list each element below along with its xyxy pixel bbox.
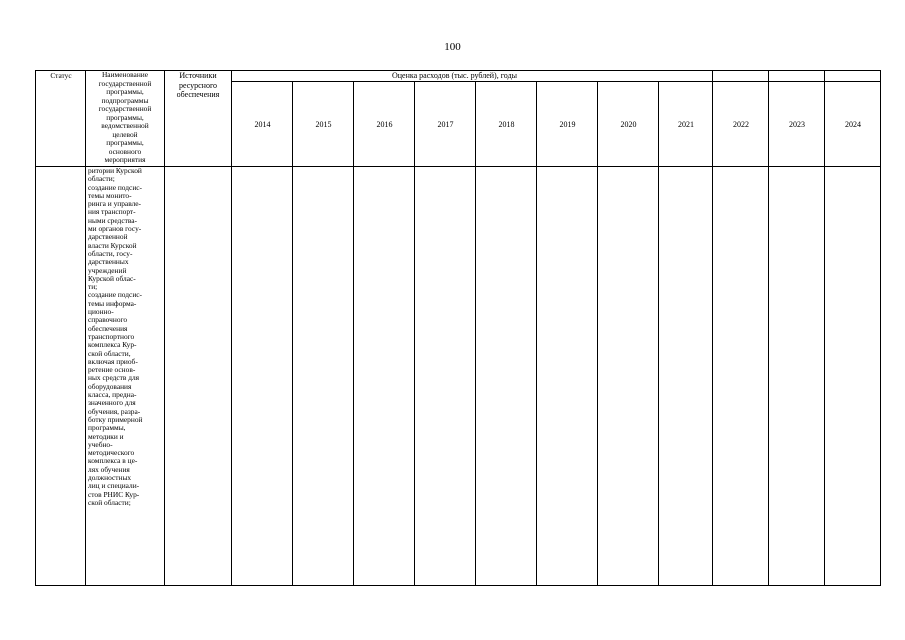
status-header: Статус bbox=[50, 71, 72, 80]
text-line: лях обучения bbox=[88, 464, 130, 474]
text-line: учреждений bbox=[88, 265, 127, 275]
col-divider-2023 bbox=[824, 70, 825, 586]
text-line: обеспечения bbox=[88, 323, 128, 333]
text-line: ными средства- bbox=[88, 215, 137, 225]
year-2016: 2016 bbox=[376, 120, 393, 129]
col-divider-2021 bbox=[712, 70, 713, 586]
text-line: ской области; bbox=[88, 497, 131, 507]
col-divider-2018 bbox=[536, 81, 537, 586]
year-2022: 2022 bbox=[733, 120, 749, 129]
table-left-border bbox=[35, 70, 36, 586]
text-line: дарственной bbox=[88, 232, 128, 242]
text-line: темы монито- bbox=[88, 190, 132, 200]
col-divider-name bbox=[164, 70, 165, 586]
text-line: комплекса Кур- bbox=[88, 340, 137, 350]
year-2015: 2015 bbox=[315, 120, 332, 129]
text-line: ния транспорт- bbox=[88, 207, 136, 217]
header-line: Источники bbox=[179, 71, 217, 80]
text-line: создание подсис- bbox=[88, 182, 143, 192]
text-line: власти Курской bbox=[88, 240, 137, 250]
header-line: ведомственной bbox=[101, 121, 149, 130]
text-line: ской области, bbox=[88, 348, 131, 358]
text-line: создание подсис- bbox=[88, 290, 143, 300]
year-2024: 2024 bbox=[845, 120, 861, 129]
text-line: включая приоб- bbox=[88, 356, 138, 366]
header-line: ресурсного bbox=[178, 80, 218, 90]
header-line: обеспечения bbox=[176, 90, 220, 99]
page-number: 100 bbox=[444, 41, 461, 53]
resource-sources-header bbox=[165, 71, 231, 100]
header-line: мероприятия bbox=[104, 155, 146, 164]
header-line: подпрограммы bbox=[101, 95, 149, 105]
year-2018: 2018 bbox=[498, 120, 515, 129]
year-2021: 2021 bbox=[678, 120, 694, 129]
text-line: комплекса в це- bbox=[88, 456, 138, 466]
year-2023: 2023 bbox=[789, 120, 805, 129]
header-line: государственной bbox=[98, 78, 152, 88]
col-divider-2014 bbox=[292, 81, 293, 586]
table-right-border bbox=[880, 70, 881, 586]
text-line: обучения, разра- bbox=[88, 406, 141, 416]
expenses-estimate-header: Оценка расходов (тыс. рублей), годы bbox=[391, 71, 518, 80]
col-divider-2020 bbox=[658, 81, 659, 586]
text-line: методического bbox=[88, 448, 135, 458]
header-line: программы, bbox=[106, 87, 144, 96]
year-2017: 2017 bbox=[437, 120, 454, 129]
header-line: основного bbox=[108, 146, 142, 156]
text-line: класса, предна- bbox=[88, 390, 137, 400]
header-line: программы, bbox=[106, 112, 144, 122]
text-line: ботку примерной bbox=[88, 414, 143, 424]
header-bottom-border bbox=[35, 166, 881, 167]
text-line: темы информа- bbox=[88, 298, 137, 308]
text-line: дарственных bbox=[88, 257, 129, 267]
year-2014: 2014 bbox=[254, 120, 271, 129]
text-line: ритории Курской bbox=[88, 166, 142, 175]
text-line: значенного для bbox=[88, 398, 136, 408]
col-divider-2017 bbox=[475, 81, 476, 586]
text-line: области, госу- bbox=[88, 248, 133, 258]
text-line: ретение основ- bbox=[88, 365, 136, 375]
header-line: Наименование bbox=[101, 70, 149, 79]
text-line: ринга и управле- bbox=[88, 199, 142, 209]
text-line: транспортного bbox=[88, 331, 135, 341]
text-line: ти; bbox=[88, 282, 98, 292]
col-divider-2019 bbox=[597, 81, 598, 586]
text-line: ми органов госу- bbox=[88, 224, 142, 234]
expenses-header-divider bbox=[231, 81, 881, 82]
program-description-text bbox=[88, 167, 160, 507]
text-line: оборудования bbox=[88, 381, 132, 391]
table-bottom-border bbox=[35, 585, 881, 586]
col-divider-2015 bbox=[353, 81, 354, 586]
text-line: справочного bbox=[88, 315, 128, 325]
text-line: должностных bbox=[88, 472, 132, 482]
year-2020: 2020 bbox=[620, 120, 637, 129]
text-line: области; bbox=[88, 174, 115, 184]
program-name-header bbox=[86, 71, 164, 165]
col-divider-sources bbox=[231, 70, 232, 586]
text-line: лиц и специали- bbox=[88, 481, 140, 491]
text-line: ных средств для bbox=[88, 373, 140, 383]
col-divider-2016 bbox=[414, 81, 415, 586]
text-line: стов РНИС Кур- bbox=[88, 489, 140, 499]
text-line: Курской облас- bbox=[88, 273, 136, 283]
header-line: целевой bbox=[112, 129, 138, 139]
text-line: учебно- bbox=[88, 439, 113, 449]
text-line: ционно- bbox=[88, 307, 114, 317]
header-line: программы, bbox=[106, 138, 144, 147]
year-2019: 2019 bbox=[559, 120, 576, 129]
text-line: методики и bbox=[88, 431, 124, 441]
header-line: государственной bbox=[98, 104, 152, 113]
text-line: программы, bbox=[88, 423, 126, 433]
col-divider-2022 bbox=[768, 70, 769, 586]
